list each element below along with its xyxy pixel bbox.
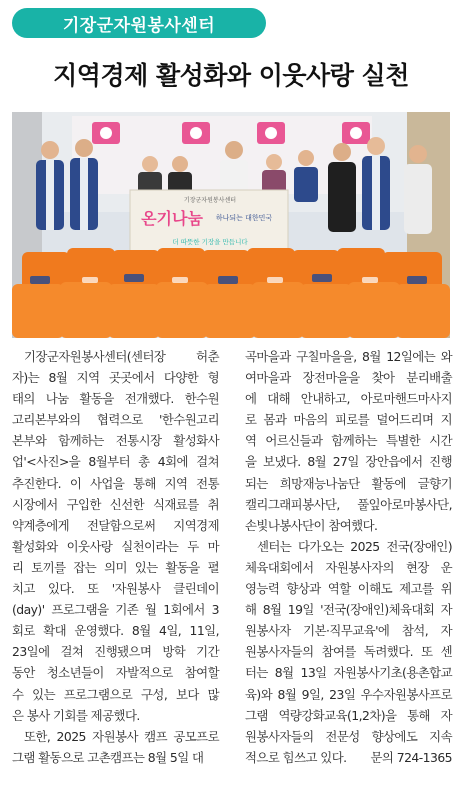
article-line: 육)와 8월 9일, 23일 우수자원봉사프로 bbox=[245, 686, 452, 702]
article-line: 활성화와 이웃사랑 실천이라는 두 마 bbox=[12, 538, 219, 554]
article-line: 치고 있다. 또 '자원봉사 클린데이 bbox=[12, 581, 219, 597]
article-line: 업'<사진>을 8월부터 총 4회에 걸쳐 bbox=[12, 454, 219, 470]
article-line: 적으로 힘쓰고 있다. bbox=[245, 749, 347, 765]
article-line: 영능력 향상과 역할 이해도 제고를 위 bbox=[245, 581, 452, 597]
headline: 지역경제 활성화와 이웃사랑 실천 bbox=[53, 61, 409, 90]
article-line: 캘리그래피봉사단, 풀잎아로마봉사단, bbox=[245, 496, 452, 512]
article-line: 추진한다. 이 사업을 통해 지역 전통 bbox=[12, 475, 219, 491]
article-line: 또한, 2025 자원봉사 캠프 공모프로 bbox=[24, 728, 219, 744]
article-line: 고리본부와의 협력으로 '한수원고리 bbox=[12, 412, 219, 428]
article-line: 원봉사자들의 전문성 향상에도 지속 bbox=[245, 728, 452, 744]
article-line: 되는 희망재능나눔단 활동에 글향기 bbox=[245, 475, 452, 491]
article-line: 수 있는 프로그램으로 구성, 보다 많 bbox=[12, 686, 219, 702]
article-line: 터는 8월 13일 자원봉사기초(용촌합교 bbox=[245, 665, 452, 681]
banner-small-text: 기장군자원봉사센터 bbox=[183, 197, 237, 204]
article-line: 여마을과 장전마을을 찾아 분리배출 bbox=[245, 370, 452, 386]
article-line: 태의 나눔 활동을 전개했다. 한수원 bbox=[12, 391, 219, 407]
article-line: 곡마을과 구칠마을을, 8월 12일에는 와 bbox=[245, 349, 452, 364]
article-line: 센터는 다가오는 2025 전국(장애인) bbox=[257, 538, 452, 554]
article-line: 본부와 함께하는 전통시장 활성화사 bbox=[12, 433, 219, 449]
article-line: 시장에서 구입한 신선한 식재료를 취 bbox=[12, 496, 219, 512]
article-line: 23일에 걸쳐 진행됐으며 방학 기간 bbox=[12, 644, 219, 660]
article-line: 을 보냈다. 8월 27일 장안읍에서 진행 bbox=[245, 454, 452, 470]
article-line: 그램 역량강화교육(1,2차)을 통해 자 bbox=[245, 707, 452, 723]
article-photo bbox=[12, 112, 450, 338]
article-column-left bbox=[12, 346, 219, 768]
article-line: 해 8월 19일 '전국(장애인)체육대회 자 bbox=[245, 602, 452, 618]
article-line: 리 토끼를 잡는 의미 있는 활동을 펼 bbox=[12, 559, 219, 575]
banner-slogan: 더 따뜻한 기장을 만듭니다 bbox=[172, 238, 248, 246]
article-line: 체육대회에서 자원봉사자의 현장 운 bbox=[245, 559, 452, 575]
article-line: (day)' 프로그램을 기존 월 1회에서 3 bbox=[12, 602, 219, 618]
article-line: 그램 활동으로 고촌캠프는 8월 5일 대 bbox=[12, 749, 204, 765]
article-line: 기장군자원봉사센터(센터장 허춘 bbox=[24, 349, 219, 364]
article-line: 회로 확대 운영했다. 8월 4일, 11일, bbox=[12, 623, 219, 639]
article-column-right bbox=[245, 346, 452, 768]
banner-subtitle: 하나되는 대한민국 bbox=[215, 214, 273, 222]
article-line: 은 봉사 기회를 제공했다. bbox=[12, 707, 140, 723]
article-line: 약계층에게 전달함으로써 지역경제 bbox=[12, 517, 219, 533]
article-line: 로 몸과 마음의 피로를 덜어드리며 지 bbox=[245, 412, 452, 428]
article-line: 문의 724-1365 bbox=[370, 749, 452, 765]
article-line: 에 대해 안내하고, 아로마핸드마사지 bbox=[245, 391, 452, 407]
article-line: 역 어르신들과 함께하는 특별한 시간 bbox=[245, 433, 452, 449]
article-line: 원봉사자 기본·직무교육'에 참석, 자 bbox=[245, 623, 452, 639]
banner-title: 온기나눔 bbox=[141, 209, 203, 228]
section-tag: 기장군자원봉사센터 bbox=[12, 8, 266, 38]
article-line: 동안 청소년들이 자발적으로 참여할 bbox=[12, 665, 219, 681]
article-line: 원봉사자들의 참여를 독려했다. 또 센 bbox=[245, 644, 452, 660]
article-line: 자)는 8월 지역 곳곳에서 다양한 형 bbox=[12, 370, 219, 386]
article-line: 손빛나봉사단이 참여했다. bbox=[245, 517, 378, 533]
